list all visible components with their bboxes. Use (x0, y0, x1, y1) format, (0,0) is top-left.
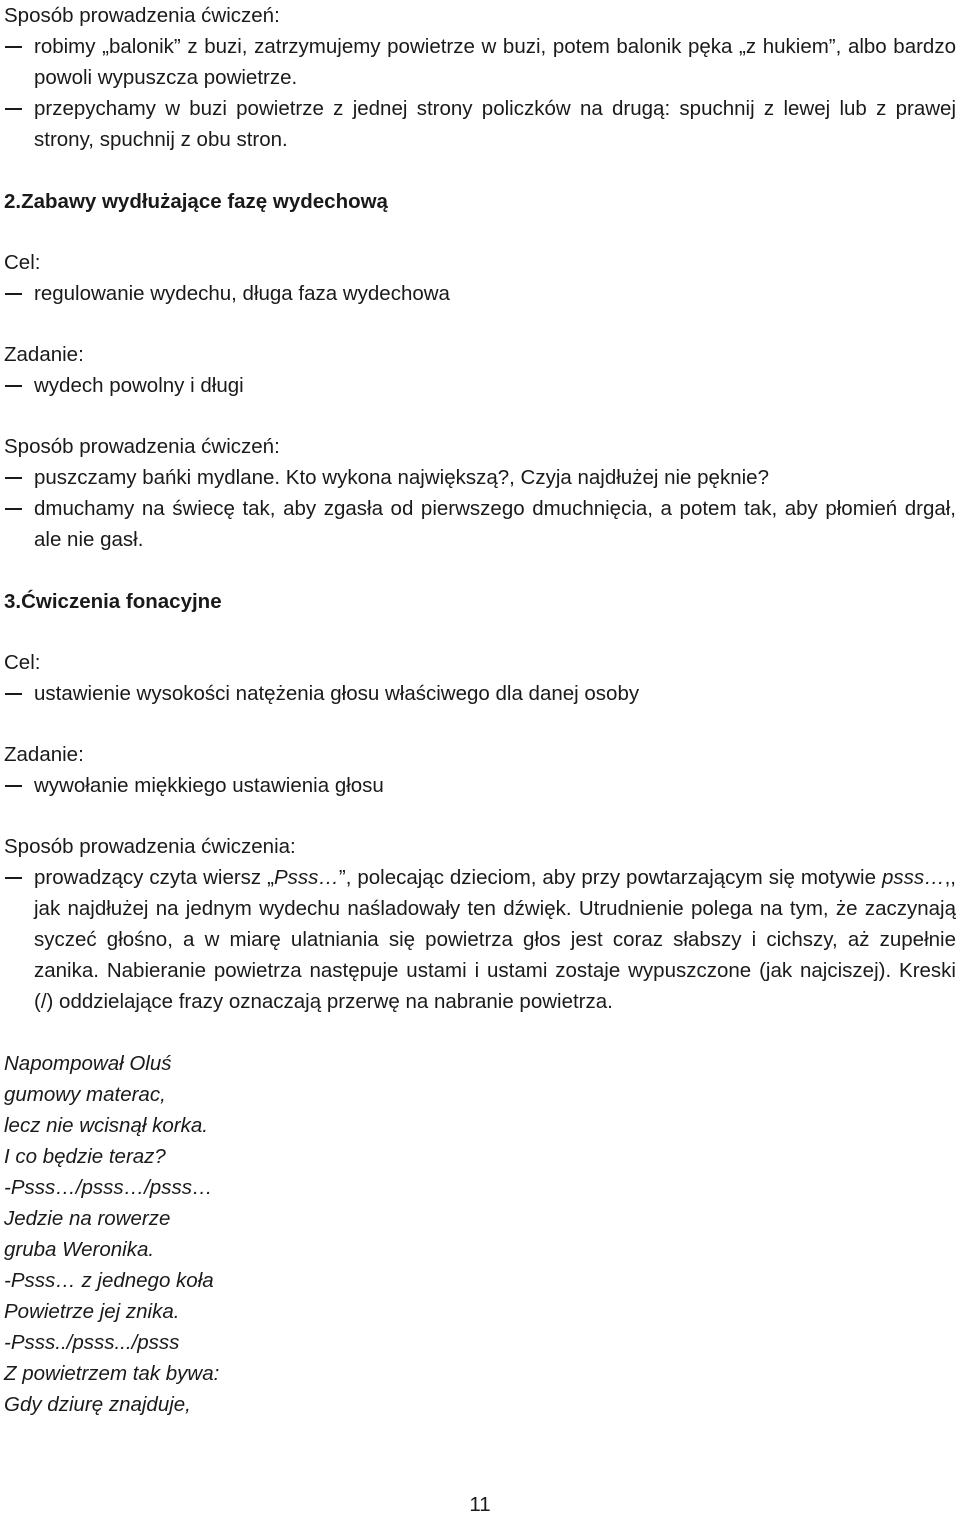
poem-line: gruba Weronika. (4, 1238, 155, 1261)
section-heading-2: 2.Zabawy wydłużające fazę wydechową (4, 190, 388, 213)
method-list-3 (4, 862, 956, 1017)
method-label-1: Sposób prowadzenia ćwiczeń: (4, 4, 280, 27)
task-label-2: Zadanie: (4, 343, 84, 366)
method-label-3: Sposób prowadzenia ćwiczenia: (4, 835, 296, 858)
list-item: regulowanie wydechu, długa faza wydechowa (4, 278, 956, 309)
poem-line: Jedzie na rowerze (4, 1207, 171, 1230)
list-item (4, 862, 956, 1017)
goal-label-2: Cel: (4, 251, 41, 274)
poem-line: -Psss../psss.../psss (4, 1331, 180, 1354)
task-list-2 (4, 370, 956, 401)
list-item: wywołanie miękkiego ustawienia głosu (4, 770, 956, 801)
poem-line: Gdy dziurę znajduje, (4, 1393, 191, 1416)
goal-list-3 (4, 678, 956, 709)
poem-line: -Psss… z jednego koła (4, 1269, 214, 1292)
poem-line: Napompował Oluś (4, 1052, 172, 1075)
poem-line: Z powietrzem tak bywa: (4, 1362, 220, 1385)
method-label-2: Sposób prowadzenia ćwiczeń: (4, 435, 280, 458)
poem-line: I co będzie teraz? (4, 1145, 166, 1168)
poem-line: Powietrze jej znika. (4, 1300, 180, 1323)
poem-line: gumowy materac, (4, 1083, 166, 1106)
document-page (4, 0, 956, 1420)
motif-ref: psss… (881, 866, 945, 889)
poem-line: -Psss…/psss…/psss… (4, 1176, 213, 1199)
poem-title-ref: Psss… (273, 866, 339, 889)
page-number: 11 (469, 1493, 491, 1516)
method-text-c: ”, polecając dzieciom, aby przy powtarzającym się motywie (338, 866, 882, 889)
section-heading-3: 3.Ćwiczenia fonacyjne (4, 590, 222, 613)
list-item: robimy „balonik” z buzi, zatrzymujemy powietrze w buzi, potem balonik pęka „z hukiem”, albo bardzo powoli wypuszcza powietrze. (4, 31, 956, 93)
list-item: przepychamy w buzi powietrze z jednej strony policzków na drugą: spuchnij z lewej lub z prawej strony, spuchnij z obu stron. (4, 93, 956, 155)
goal-label-3: Cel: (4, 651, 41, 674)
task-list-3 (4, 770, 956, 801)
list-item: puszczamy bańki mydlane. Kto wykona największą?, Czyja najdłużej nie pęknie? (4, 462, 956, 493)
task-label-3: Zadanie: (4, 743, 84, 766)
method-text-e: ,, jak najdłużej na jednym wydechu naśladowały ten dźwięk. Utrudnienie polega na tym, że zaczynają syczeć głośno, a w miarę ulatniania się powietrza głos jest coraz słabszy i cichszy, aż zupełnie zanika. Nabieranie powietrza następuje ustami i ustami zostaje wypuszczone (jak najciszej). Kreski (/) oddzielające frazy oznaczają przerwę na nabranie powietrza. (34, 866, 957, 1013)
poem (4, 1048, 956, 1420)
goal-list-2 (4, 278, 956, 309)
method-list-1 (4, 31, 956, 155)
method-text-a: prowadzący czyta wiersz „ (34, 866, 274, 889)
list-item: ustawienie wysokości natężenia głosu właściwego dla danej osoby (4, 678, 956, 709)
list-item: dmuchamy na świecę tak, aby zgasła od pierwszego dmuchnięcia, a potem tak, aby płomień drgał, ale nie gasł. (4, 493, 956, 555)
list-item: wydech powolny i długi (4, 370, 956, 401)
poem-line: lecz nie wcisnął korka. (4, 1114, 208, 1137)
method-list-2 (4, 462, 956, 555)
